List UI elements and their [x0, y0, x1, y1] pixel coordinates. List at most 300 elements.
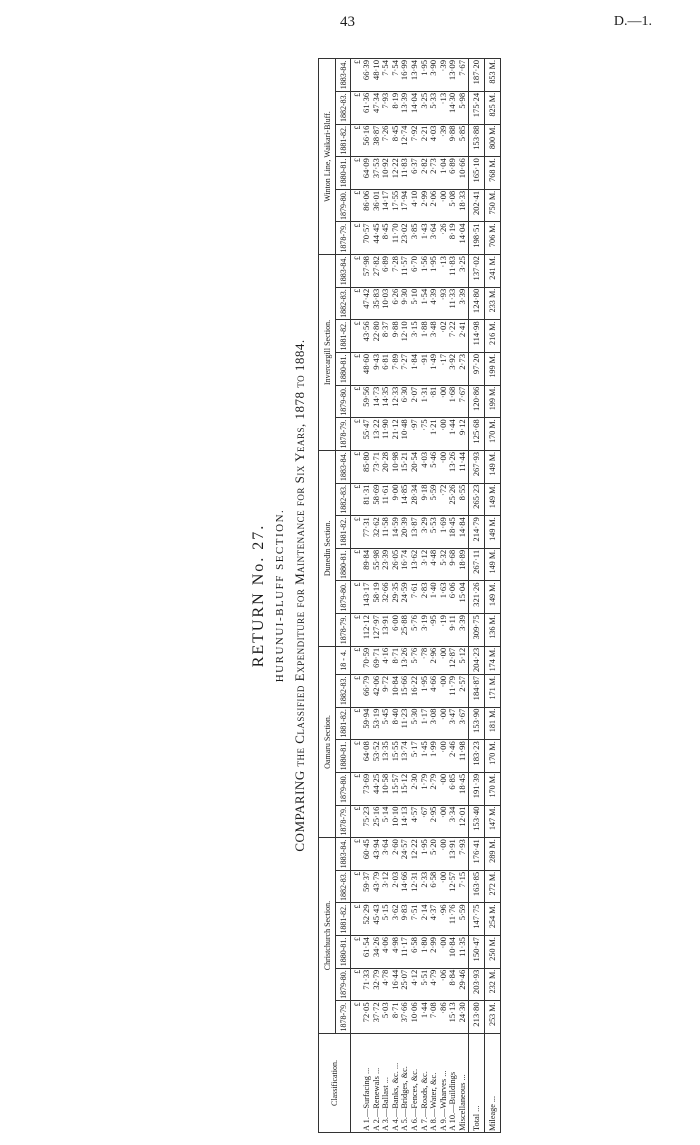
currency-symbol: £	[351, 353, 363, 386]
value-cell: 13·91	[448, 838, 458, 871]
value-cell: 6·37	[410, 157, 420, 190]
value-cell: 5·30	[410, 707, 420, 740]
value-cell: 12·01	[458, 805, 468, 838]
value-cell: 9·18	[420, 483, 430, 516]
value-cell: 9·00	[391, 483, 401, 516]
value-cell: 37·66	[400, 1001, 410, 1034]
value-cell: 9·72	[381, 674, 391, 707]
value-cell: 14·04	[458, 222, 468, 255]
total-cell: 213·80	[468, 1001, 484, 1034]
value-cell: 3·92	[448, 353, 458, 386]
currency-symbol: £	[351, 59, 363, 92]
year-header: 1879-80.	[336, 581, 351, 614]
value-cell: 72·05	[362, 1001, 372, 1034]
value-cell: 12·57	[448, 870, 458, 903]
value-cell: 25·88	[400, 614, 410, 647]
value-cell: 7·15	[458, 870, 468, 903]
value-cell: 5·03	[381, 1001, 391, 1034]
year-header: 1881-82.	[336, 903, 351, 936]
value-cell: 7·28	[391, 255, 401, 288]
currency-symbol: £	[351, 740, 363, 773]
value-cell: 60·45	[362, 838, 372, 871]
value-cell: 43·79	[372, 870, 382, 903]
value-cell: ·00	[439, 646, 449, 674]
year-header: 1878-79.	[336, 805, 351, 838]
year-header: 1881-82.	[336, 516, 351, 549]
currency-symbol: £	[351, 255, 363, 288]
value-cell: 10·03	[381, 287, 391, 320]
value-cell: 5·59	[429, 483, 439, 516]
value-cell: 5·76	[410, 646, 420, 674]
value-cell: 35·83	[372, 287, 382, 320]
value-cell: ·00	[439, 707, 449, 740]
value-cell: 3·29	[420, 516, 430, 549]
value-cell: 73·69	[362, 772, 372, 805]
currency-symbol: £	[351, 674, 363, 707]
value-cell: 2·33	[420, 870, 430, 903]
value-cell: 71·33	[362, 968, 372, 1001]
value-cell: 10·10	[391, 805, 401, 838]
value-cell: 23·39	[381, 548, 391, 581]
section-header: Christchurch Section.	[319, 838, 336, 1034]
value-cell: 13·26	[400, 646, 410, 674]
value-cell: 9·68	[448, 548, 458, 581]
value-cell: 5·85	[458, 124, 468, 157]
total-cell: 124·80	[468, 287, 484, 320]
value-cell: 5·51	[420, 968, 430, 1001]
value-cell: 3·39	[458, 614, 468, 647]
value-cell: 1·44	[420, 1001, 430, 1034]
value-cell: ·13	[439, 91, 449, 124]
value-cell: ·81	[429, 385, 439, 418]
value-cell: 1·31	[420, 385, 430, 418]
value-cell: ·00	[439, 805, 449, 838]
value-cell: 5·17	[410, 740, 420, 773]
total-cell: 267·93	[468, 450, 484, 483]
value-cell: 6·89	[448, 157, 458, 190]
mileage-cell: 250 M.	[484, 936, 500, 969]
value-cell: 5·20	[429, 838, 439, 871]
maintenance-expenditure-table	[318, 58, 501, 1133]
value-cell: 5·32	[439, 548, 449, 581]
value-cell: 5·46	[429, 450, 439, 483]
value-cell: 1·80	[420, 936, 430, 969]
value-cell: 18·89	[458, 548, 468, 581]
value-cell: 48·10	[372, 59, 382, 92]
total-cell: 309·75	[468, 614, 484, 647]
total-cell: 153·90	[468, 707, 484, 740]
value-cell: 4·03	[420, 450, 430, 483]
value-cell: 5·59	[458, 903, 468, 936]
value-cell: 36·01	[372, 189, 382, 222]
value-cell: 5·14	[381, 805, 391, 838]
value-cell: ·00	[439, 772, 449, 805]
value-cell: ·19	[439, 614, 449, 647]
value-cell: 9·83	[400, 903, 410, 936]
year-header: 1878-79.	[336, 222, 351, 255]
total-cell: 183·23	[468, 740, 484, 773]
year-header: 1879-80.	[336, 385, 351, 418]
value-cell: 53·19	[372, 707, 382, 740]
value-cell: 6·89	[381, 255, 391, 288]
value-cell: 11·23	[400, 707, 410, 740]
currency-spacer	[351, 1034, 363, 1133]
currency-symbol: £	[351, 124, 363, 157]
total-cell: 147·75	[468, 903, 484, 936]
value-cell: 8·55	[458, 483, 468, 516]
value-cell: 3·25	[420, 91, 430, 124]
year-header: 1883-84.	[336, 255, 351, 288]
value-cell: 24·30	[458, 1001, 468, 1034]
value-cell: 3·25	[458, 255, 468, 288]
value-cell: 16·74	[400, 548, 410, 581]
section-header-row	[319, 59, 336, 1133]
value-cell: 17·55	[391, 189, 401, 222]
row-label: A 3.—Ballast ...	[381, 1034, 391, 1133]
value-cell: 6·70	[410, 255, 420, 288]
value-cell: 2·57	[458, 674, 468, 707]
value-cell: 12·10	[400, 320, 410, 353]
value-cell: 14·17	[381, 189, 391, 222]
value-cell: 1·56	[420, 255, 430, 288]
row-label: A 5.—Bridges, &c.	[400, 1034, 410, 1133]
year-header: 1882-83.	[336, 91, 351, 124]
value-cell: ·00	[439, 740, 449, 773]
mileage-cell: 149 M.	[484, 516, 500, 549]
value-cell: 13·87	[410, 516, 420, 549]
value-cell: 5·15	[381, 903, 391, 936]
currency-symbol: £	[351, 838, 363, 871]
value-cell: ·86	[439, 1001, 449, 1034]
value-cell: 1·79	[420, 772, 430, 805]
value-cell: 3·12	[420, 548, 430, 581]
value-cell: 14·35	[381, 385, 391, 418]
row-label: A 4.—Banks, &c. ...	[391, 1034, 401, 1133]
value-cell: 5·12	[458, 646, 468, 674]
total-cell: 191·39	[468, 772, 484, 805]
value-cell: 4·39	[429, 287, 439, 320]
year-header: 1880-81.	[336, 157, 351, 190]
value-cell: 12·33	[391, 385, 401, 418]
total-cell: 97·20	[468, 353, 484, 386]
value-cell: 10·06	[410, 1001, 420, 1034]
value-cell: 53·52	[372, 740, 382, 773]
value-cell: ·39	[439, 59, 449, 92]
value-cell: 13·26	[448, 450, 458, 483]
value-cell: 15·57	[391, 772, 401, 805]
currency-symbol: £	[351, 91, 363, 124]
mileage-cell: 149 M.	[484, 450, 500, 483]
value-cell: 1·95	[429, 255, 439, 288]
year-header: 1883-84.	[336, 838, 351, 871]
value-cell: 44·45	[372, 222, 382, 255]
value-cell: 14·59	[391, 516, 401, 549]
value-cell: 8·40	[391, 707, 401, 740]
mileage-cell: 289 M.	[484, 838, 500, 871]
total-cell: 153·88	[468, 124, 484, 157]
value-cell: 1·88	[420, 320, 430, 353]
value-cell: ·00	[439, 450, 449, 483]
table-row	[458, 59, 468, 1133]
currency-symbol: £	[351, 805, 363, 838]
value-cell: 2·14	[420, 903, 430, 936]
value-cell: 6·58	[410, 936, 420, 969]
value-cell: 1·04	[439, 157, 449, 190]
currency-symbol: £	[351, 548, 363, 581]
value-cell: ·95	[429, 614, 439, 647]
mileage-cell: 136 M.	[484, 614, 500, 647]
value-cell: 89·84	[362, 548, 372, 581]
value-cell: 8·71	[391, 1001, 401, 1034]
value-cell: 20·28	[381, 450, 391, 483]
value-cell: 75·23	[362, 805, 372, 838]
value-cell: 11·35	[458, 936, 468, 969]
value-cell: 24·57	[400, 838, 410, 871]
value-cell: 16·22	[410, 674, 420, 707]
value-cell: 112·12	[362, 614, 372, 647]
value-cell: 10·84	[391, 674, 401, 707]
value-cell: 85·80	[362, 450, 372, 483]
page-number: 43	[340, 14, 355, 30]
value-cell: ·96	[439, 903, 449, 936]
value-cell: 11·58	[381, 516, 391, 549]
year-header: 1882-83.	[336, 870, 351, 903]
return-title: RETURN No. 27.	[250, 523, 267, 668]
total-cell: 163·85	[468, 870, 484, 903]
value-cell: 55·98	[372, 548, 382, 581]
value-cell: 2·79	[429, 772, 439, 805]
row-label: A 7.—Roads, &c.	[420, 1034, 430, 1133]
value-cell: 12·22	[391, 157, 401, 190]
value-cell: 9·88	[391, 320, 401, 353]
value-cell: ·00	[439, 870, 449, 903]
value-cell: 22·80	[372, 320, 382, 353]
value-cell: ·00	[439, 189, 449, 222]
value-cell: 11·83	[400, 157, 410, 190]
currency-symbol: £	[351, 936, 363, 969]
value-cell: 15·21	[400, 450, 410, 483]
value-cell: 20·39	[400, 516, 410, 549]
value-cell: 9·30	[400, 287, 410, 320]
value-cell: 8·37	[381, 320, 391, 353]
value-cell: 2·60	[391, 838, 401, 871]
value-cell: 27·82	[372, 255, 382, 288]
value-cell: 1·17	[420, 707, 430, 740]
value-cell: 29·35	[391, 581, 401, 614]
value-cell: 32·79	[372, 968, 382, 1001]
value-cell: 11·90	[381, 418, 391, 451]
value-cell: 7·54	[381, 59, 391, 92]
value-cell: 9·43	[372, 353, 382, 386]
value-cell: 66·79	[362, 674, 372, 707]
value-cell: 13·94	[410, 59, 420, 92]
value-cell: ·75	[420, 418, 430, 451]
mileage-label: Mileage ...	[484, 1034, 500, 1133]
value-cell: 81·31	[362, 483, 372, 516]
year-header: 1879-80.	[336, 968, 351, 1001]
total-cell: 175·24	[468, 91, 484, 124]
value-cell: 4·57	[410, 805, 420, 838]
value-cell: 12·22	[410, 838, 420, 871]
value-cell: 14·30	[448, 91, 458, 124]
value-cell: 3·64	[429, 222, 439, 255]
table-body	[351, 59, 501, 1133]
value-cell: 23·02	[400, 222, 410, 255]
value-cell: 43·56	[362, 320, 372, 353]
value-cell: 1·21	[429, 418, 439, 451]
row-label: A 8.—Water, &c.	[429, 1034, 439, 1133]
total-cell: 125·68	[468, 418, 484, 451]
value-cell: 2·07	[410, 385, 420, 418]
value-cell: 11·33	[448, 287, 458, 320]
value-cell: 18·33	[458, 189, 468, 222]
value-cell: 32·66	[381, 581, 391, 614]
value-cell: 15·55	[391, 740, 401, 773]
rotated-page-content	[246, 58, 686, 1133]
value-cell: 2·82	[420, 157, 430, 190]
value-cell: 2·46	[448, 740, 458, 773]
value-cell: 7·54	[391, 59, 401, 92]
value-cell: 9·11	[448, 614, 458, 647]
value-cell: 7·92	[410, 124, 420, 157]
currency-symbol: £	[351, 320, 363, 353]
value-cell: 14·66	[400, 870, 410, 903]
value-cell: 4·66	[429, 674, 439, 707]
year-header: 1881-82.	[336, 707, 351, 740]
total-cell: 267·11	[468, 548, 484, 581]
value-cell: 47·34	[372, 91, 382, 124]
value-cell: 1·45	[420, 740, 430, 773]
value-cell: 15·13	[448, 1001, 458, 1034]
value-cell: 6·58	[429, 870, 439, 903]
total-cell: 137·02	[468, 255, 484, 288]
value-cell: ·97	[410, 418, 420, 451]
value-cell: 4·48	[429, 548, 439, 581]
total-cell: 321·26	[468, 581, 484, 614]
mileage-cell: 199 M.	[484, 385, 500, 418]
mileage-cell: 254 M.	[484, 903, 500, 936]
value-cell: 143·17	[362, 581, 372, 614]
row-label: A 2.—Renewals ...	[372, 1034, 382, 1133]
value-cell: 11·79	[448, 674, 458, 707]
value-cell: 38·87	[372, 124, 382, 157]
year-header: 1880-81.	[336, 936, 351, 969]
value-cell: 45·43	[372, 903, 382, 936]
value-cell: 2·41	[458, 320, 468, 353]
mileage-cell: 800 M.	[484, 124, 500, 157]
value-cell: 13·74	[400, 740, 410, 773]
value-cell: 13·35	[381, 740, 391, 773]
value-cell: 2·30	[410, 772, 420, 805]
value-cell: 1·40	[429, 581, 439, 614]
value-cell: 1·69	[439, 516, 449, 549]
value-cell: 1·43	[420, 222, 430, 255]
value-cell: 7·22	[448, 320, 458, 353]
value-cell: 21·12	[391, 418, 401, 451]
value-cell: 12·31	[410, 870, 420, 903]
value-cell: 7·93	[381, 91, 391, 124]
value-cell: 1·84	[410, 353, 420, 386]
value-cell: 3·90	[429, 59, 439, 92]
value-cell: 4·03	[429, 124, 439, 157]
classification-header: Classification.	[319, 1034, 351, 1133]
value-cell: 3·85	[410, 222, 420, 255]
value-cell: 11·44	[458, 450, 468, 483]
value-cell: 13·09	[448, 59, 458, 92]
year-header: 1883-84.	[336, 59, 351, 92]
value-cell: 17·94	[400, 189, 410, 222]
value-cell: 13·62	[410, 548, 420, 581]
value-cell: 73·71	[372, 450, 382, 483]
value-cell: 7·89	[391, 353, 401, 386]
value-cell: 57·98	[362, 255, 372, 288]
value-cell: 8·19	[448, 222, 458, 255]
value-cell: 15·12	[400, 772, 410, 805]
value-cell: 13·91	[381, 614, 391, 647]
value-cell: 61·36	[362, 91, 372, 124]
value-cell: 25·26	[448, 483, 458, 516]
total-cell: 165·10	[468, 157, 484, 190]
value-cell: 3·08	[429, 707, 439, 740]
value-cell: 8·45	[391, 124, 401, 157]
value-cell: 86·06	[362, 189, 372, 222]
value-cell: 3·39	[458, 287, 468, 320]
value-cell: 47·42	[362, 287, 372, 320]
value-cell: ·26	[439, 222, 449, 255]
value-cell: 127·97	[372, 614, 382, 647]
value-cell: 16·44	[391, 968, 401, 1001]
value-cell: 69·71	[372, 646, 382, 674]
value-cell: 3·48	[429, 320, 439, 353]
value-cell: 6·81	[381, 353, 391, 386]
value-cell: 28·34	[410, 483, 420, 516]
value-cell: 3·62	[391, 903, 401, 936]
value-cell: 1·44	[448, 418, 458, 451]
value-cell: 7·27	[400, 353, 410, 386]
year-header: 1878-79.	[336, 614, 351, 647]
mileage-row	[484, 59, 500, 1133]
value-cell: 3·64	[381, 838, 391, 871]
mileage-cell: 147 M.	[484, 805, 500, 838]
value-cell: 16·99	[400, 59, 410, 92]
value-cell: 1·49	[429, 353, 439, 386]
value-cell: 14·85	[400, 483, 410, 516]
value-cell: 61·54	[362, 936, 372, 969]
value-cell: 6·30	[400, 385, 410, 418]
document-reference: D.—1.	[613, 14, 652, 29]
value-cell: 42·06	[372, 674, 382, 707]
total-cell: 184·87	[468, 674, 484, 707]
section-header: Invercargill Section.	[319, 255, 336, 451]
value-cell: 58·69	[372, 483, 382, 516]
mileage-cell: 750 M.	[484, 189, 500, 222]
row-label: A 1.—Surfacing ...	[362, 1034, 372, 1133]
value-cell: 5·53	[429, 516, 439, 549]
total-cell: 187·20	[468, 59, 484, 92]
value-cell: ·67	[420, 805, 430, 838]
value-cell: 11·76	[448, 903, 458, 936]
year-header: 1879-80.	[336, 772, 351, 805]
year-header: 1883-84.	[336, 450, 351, 483]
currency-symbol: £	[351, 222, 363, 255]
section-header: Oamaru Section.	[319, 646, 336, 837]
value-cell: 4·12	[410, 968, 420, 1001]
value-cell: 5·08	[448, 189, 458, 222]
value-cell: 5·76	[410, 614, 420, 647]
mileage-cell: 149 M.	[484, 548, 500, 581]
return-header	[250, 58, 308, 1133]
value-cell: 2·83	[420, 581, 430, 614]
